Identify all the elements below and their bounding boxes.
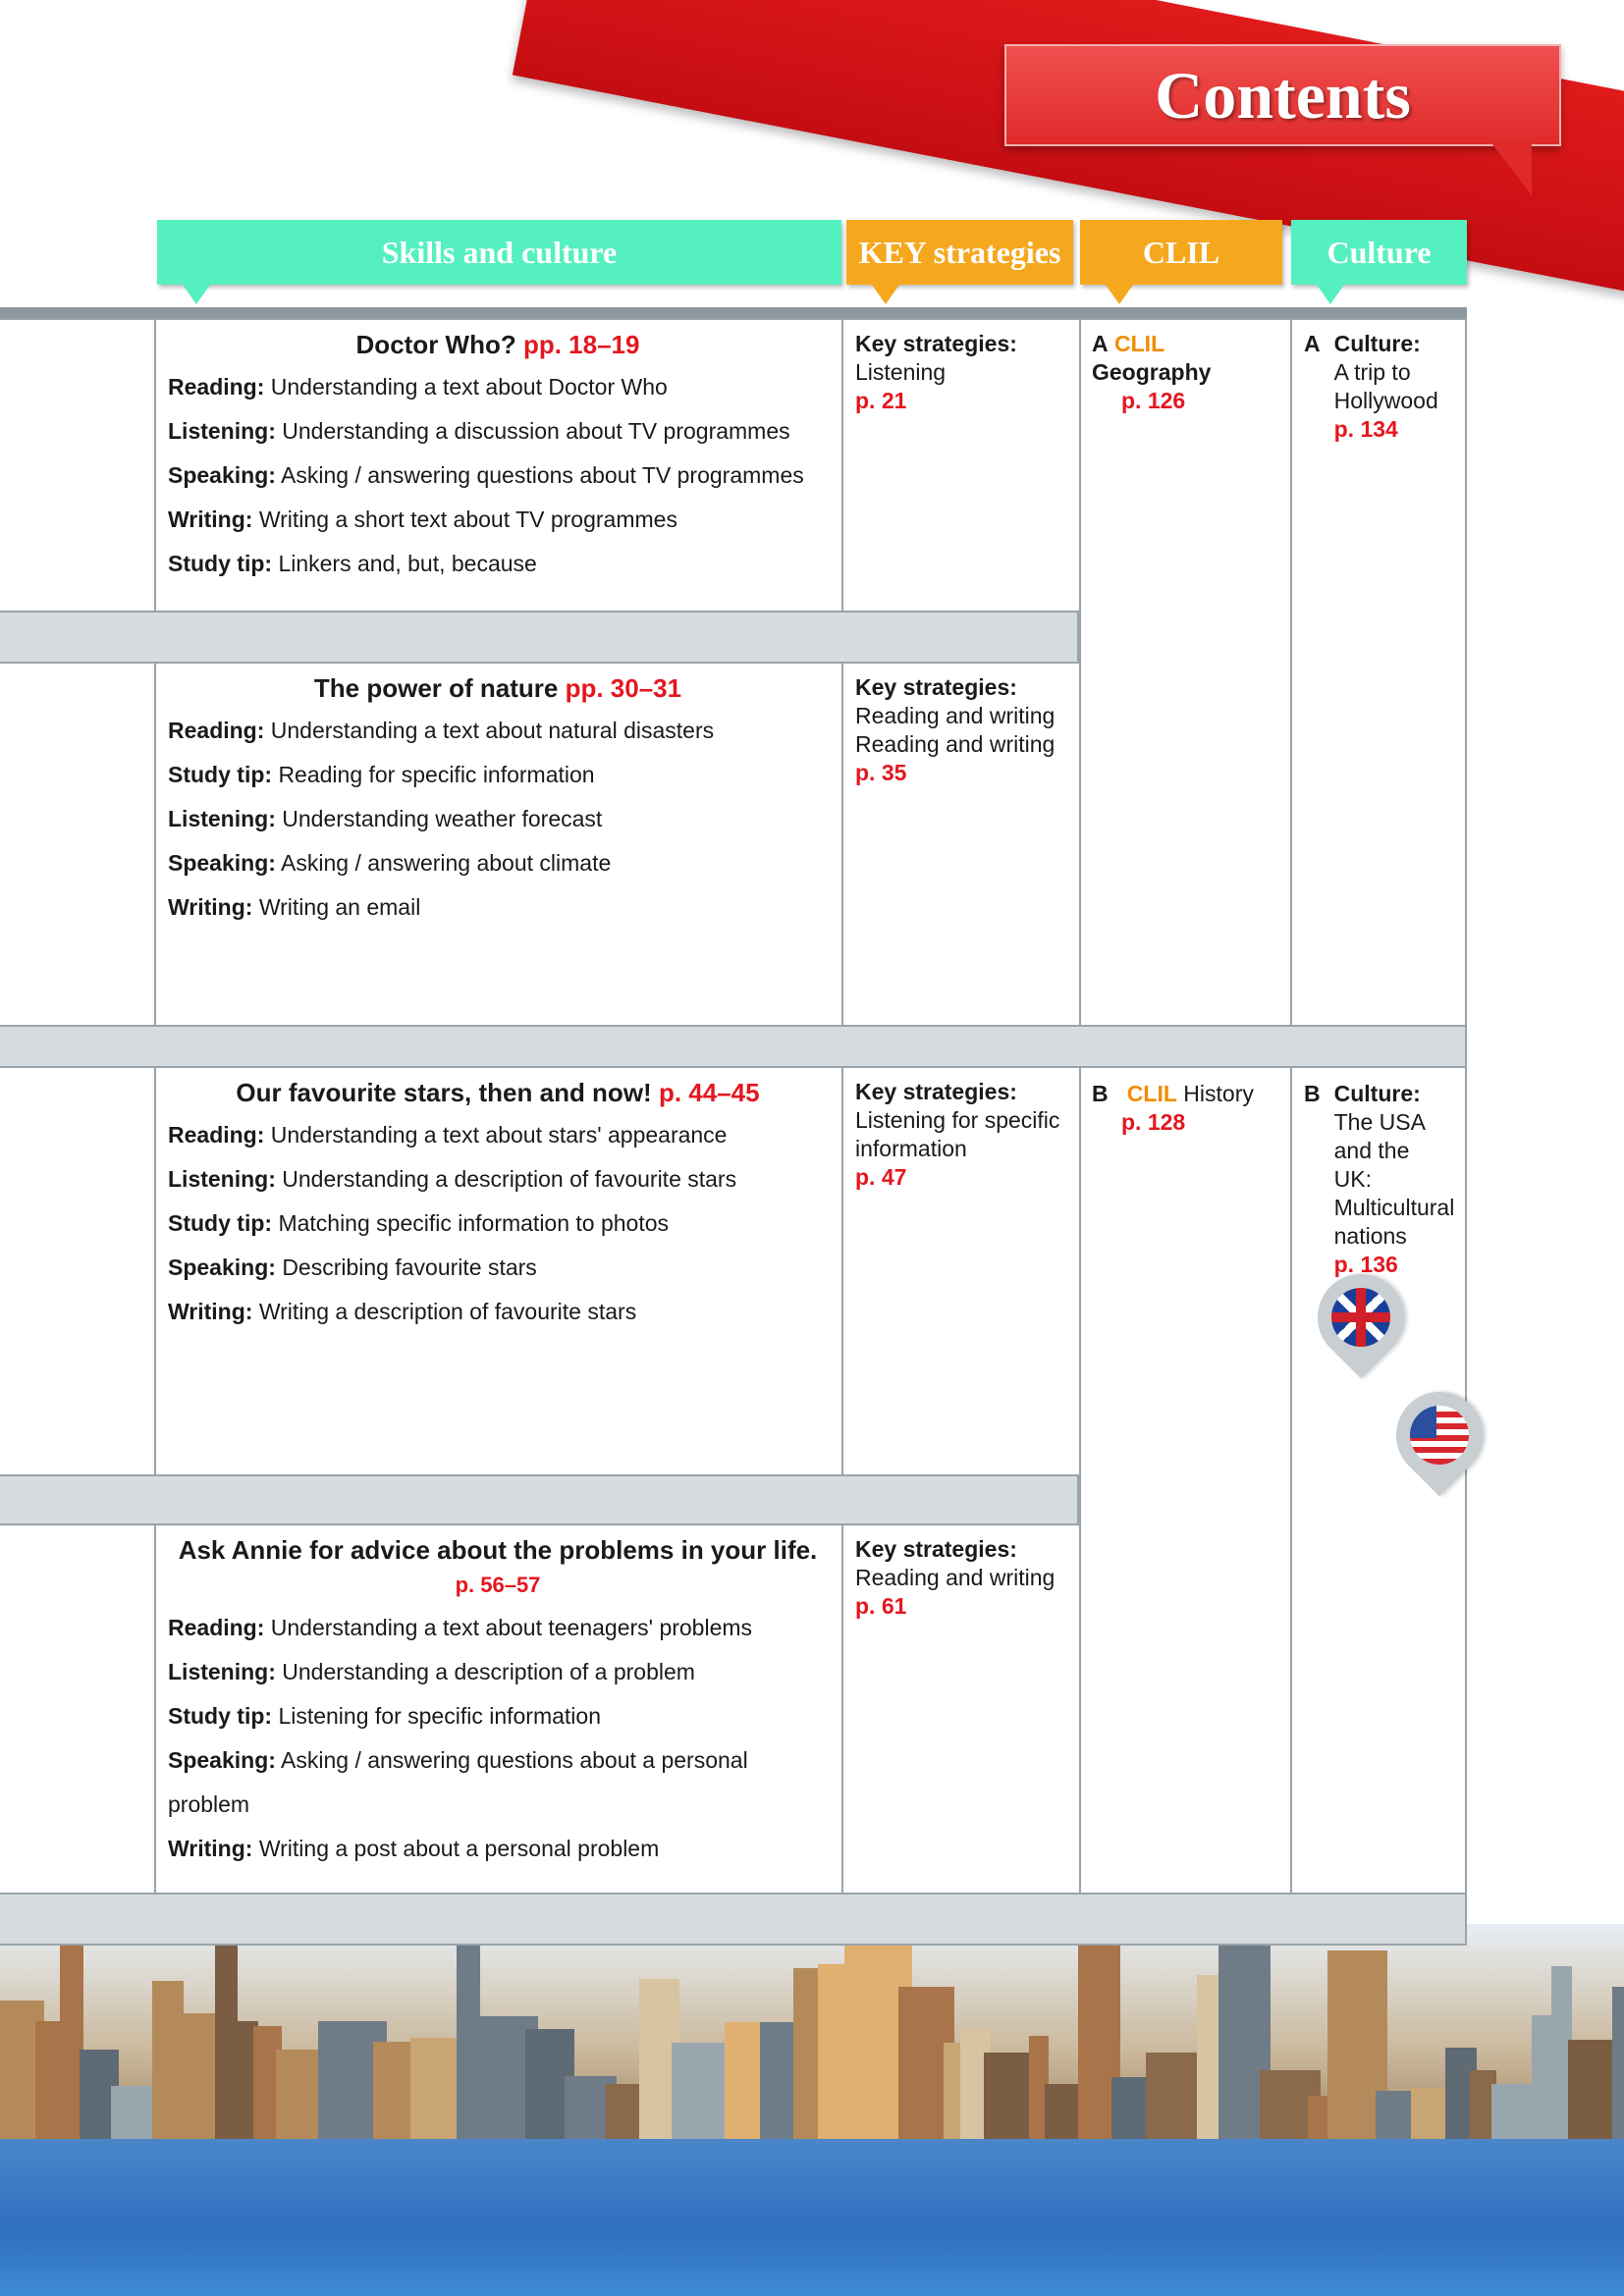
skill-line: Reading: Understanding a text about Doctor Who bbox=[168, 374, 668, 400]
skill-line: Writing: Writing a description of favourite stars bbox=[168, 1299, 637, 1324]
unit-cell bbox=[0, 662, 156, 1027]
contents-heading bbox=[1004, 44, 1561, 146]
unit-cell bbox=[0, 1523, 156, 1895]
unit-title[interactable]: The power of nature pp. 30–31 bbox=[313, 673, 682, 703]
building bbox=[1612, 1987, 1624, 2139]
skill-line: Speaking: Describing favourite stars bbox=[168, 1255, 537, 1280]
unit-cell bbox=[0, 318, 156, 613]
separator-band bbox=[0, 1893, 1467, 1946]
skill-line: Reading: Understanding a text about stars' appearance bbox=[168, 1122, 728, 1148]
column-header-key-strategies: KEY strategies bbox=[846, 220, 1073, 285]
key-strategies-entry[interactable]: Key strategies: Reading and writing p. 61 bbox=[855, 1536, 1056, 1619]
column-header-culture: Culture bbox=[1291, 220, 1467, 285]
skill-line: Listening: Understanding a discussion about TV programmes bbox=[168, 418, 790, 444]
clil-cell bbox=[1079, 1066, 1292, 1895]
clil-entry-b[interactable]: B CLIL History p. 128 bbox=[1092, 1081, 1254, 1135]
skill-line: Reading: Understanding a text about teenagers' problems bbox=[168, 1615, 753, 1640]
skill-line: Study tip: Reading for specific information bbox=[168, 762, 595, 787]
skill-line: Speaking: Asking / answering questions about a personal problem bbox=[168, 1747, 748, 1817]
key-strategies-entry[interactable]: Key strategies: Listening p. 21 bbox=[855, 331, 1017, 413]
key-strategies-entry[interactable]: Key strategies: Listening for specific information p. 47 bbox=[855, 1079, 1060, 1190]
skill-line: Reading: Understanding a text about natural disasters bbox=[168, 718, 715, 743]
skill-line: Listening: Understanding weather forecast bbox=[168, 806, 603, 831]
heading-tail bbox=[1492, 144, 1532, 195]
city-skyline-image bbox=[0, 1924, 1624, 2296]
skill-line: Writing: Writing a short text about TV programmes bbox=[168, 507, 677, 532]
unit-title[interactable]: Ask Annie for advice about the problems in your life. p. 56–57 bbox=[178, 1535, 818, 1597]
skill-line: Writing: Writing a post about a personal problem bbox=[168, 1836, 660, 1861]
uk-flag-icon bbox=[1331, 1288, 1390, 1347]
unit-skills bbox=[154, 1066, 841, 1334]
clil-entry-a[interactable]: A CLIL Geography p. 126 bbox=[1092, 331, 1212, 413]
skill-line: Listening: Understanding a description of favourite stars bbox=[168, 1166, 737, 1192]
column-header-skills: Skills and culture bbox=[157, 220, 841, 285]
separator-band bbox=[0, 1025, 1467, 1068]
table-top-bar bbox=[0, 307, 1467, 318]
skill-line: Study tip: Linkers and, but, because bbox=[168, 551, 537, 576]
skill-line: Speaking: Asking / answering questions about TV programmes bbox=[168, 462, 804, 488]
unit-title[interactable]: Doctor Who? pp. 18–19 bbox=[355, 330, 640, 359]
clil-cell bbox=[1079, 318, 1292, 1027]
culture-entry-a[interactable]: A Culture: A trip to Hollywood p. 134 bbox=[1304, 331, 1438, 442]
unit-title[interactable]: Our favourite stars, then and now! p. 44–45 bbox=[236, 1078, 760, 1107]
column-header-clil: CLIL bbox=[1080, 220, 1282, 285]
usa-flag-icon bbox=[1410, 1406, 1469, 1465]
skill-line: Study tip: Listening for specific information bbox=[168, 1703, 601, 1729]
separator-band bbox=[0, 611, 1079, 664]
unit-skills bbox=[154, 662, 841, 930]
unit-cell bbox=[0, 1066, 156, 1476]
key-strategies-entry[interactable]: Key strategies: Reading and writing Reading and writing p. 35 bbox=[855, 674, 1056, 785]
skill-line: Writing: Writing an email bbox=[168, 894, 421, 920]
skill-line: Speaking: Asking / answering about climate bbox=[168, 850, 612, 876]
culture-entry-b[interactable]: B Culture: The USA and the UK: Multicultural nations p. 136 bbox=[1304, 1081, 1455, 1277]
unit-skills bbox=[154, 1523, 841, 1871]
skill-line: Listening: Understanding a description of a problem bbox=[168, 1659, 695, 1684]
separator-band bbox=[0, 1474, 1079, 1525]
unit-skills bbox=[154, 318, 841, 586]
skill-line: Study tip: Matching specific information to photos bbox=[168, 1210, 670, 1236]
page-title: Contents bbox=[1155, 57, 1411, 133]
river bbox=[0, 2139, 1624, 2296]
